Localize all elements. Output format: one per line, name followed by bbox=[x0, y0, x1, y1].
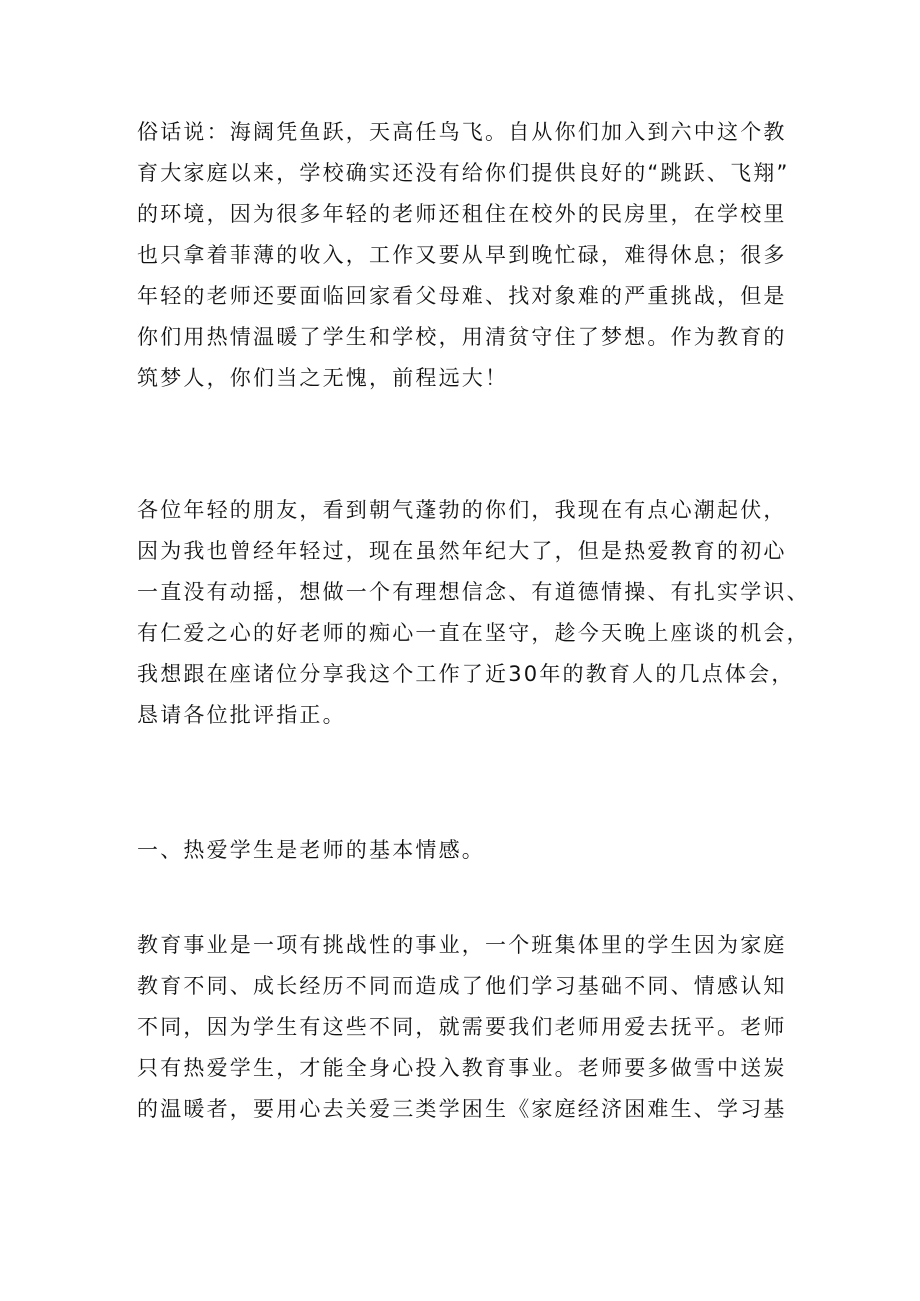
text-line: 也只拿着菲薄的收入，工作又要从早到晚忙碌，难得休息；很多 bbox=[137, 243, 787, 267]
text-line: 年轻的老师还要面临回家看父母难、找对象难的严重挑战，但是 bbox=[137, 284, 787, 308]
text-line: 我想跟在座诸位分享我这个工作了近30年的教育人的几点体会， bbox=[137, 662, 795, 686]
text-line: 教育不同、成长经历不同而造成了他们学习基础不同、情感认知 bbox=[137, 974, 787, 998]
text-line: 有仁爱之心的好老师的痴心一直在坚守，趁今天晚上座谈的机会， bbox=[137, 621, 810, 645]
text-line: 教育事业是一项有挑战性的事业，一个班集体里的学生因为家庭 bbox=[137, 933, 787, 957]
text-line: 的温暖者，要用心去关爱三类学困生《家庭经济困难生、学习基 bbox=[137, 1097, 787, 1121]
text-line: 恳请各位批评指正。 bbox=[137, 703, 346, 727]
paragraph-section-one bbox=[137, 925, 787, 1130]
text-line: 各位年轻的朋友，看到朝气蓬勃的你们，我现在有点心潮起伏， bbox=[137, 498, 787, 522]
text-line: 筑梦人，你们当之无愧，前程远大！ bbox=[137, 366, 509, 390]
text-line: 的环境，因为很多年轻的老师还租住在校外的民房里，在学校里 bbox=[137, 202, 787, 226]
text-line: 不同，因为学生有这些不同，就需要我们老师用爱去抚平。老师 bbox=[137, 1015, 787, 1039]
heading-line: 一、热爱学生是老师的基本情感。 bbox=[137, 838, 485, 862]
section-heading bbox=[137, 830, 485, 871]
text-line: 你们用热情温暖了学生和学校，用清贫守住了梦想。作为教育的 bbox=[137, 325, 787, 349]
paragraph-motto bbox=[137, 112, 790, 399]
text-line: 俗话说：海阔凭鱼跃，天高任鸟飞。自从你们加入到六中这个教 bbox=[137, 120, 787, 144]
text-line: 一直没有动摇，想做一个有理想信念、有道德情操、有扎实学识、 bbox=[137, 580, 810, 604]
text-line: 育大家庭以来，学校确实还没有给你们提供良好的“跳跃、飞翔” bbox=[137, 161, 790, 185]
paragraph-greeting bbox=[137, 490, 810, 736]
text-line: 因为我也曾经年轻过，现在虽然年纪大了，但是热爱教育的初心 bbox=[137, 539, 787, 563]
text-line: 只有热爱学生，才能全身心投入教育事业。老师要多做雪中送炭 bbox=[137, 1056, 787, 1080]
